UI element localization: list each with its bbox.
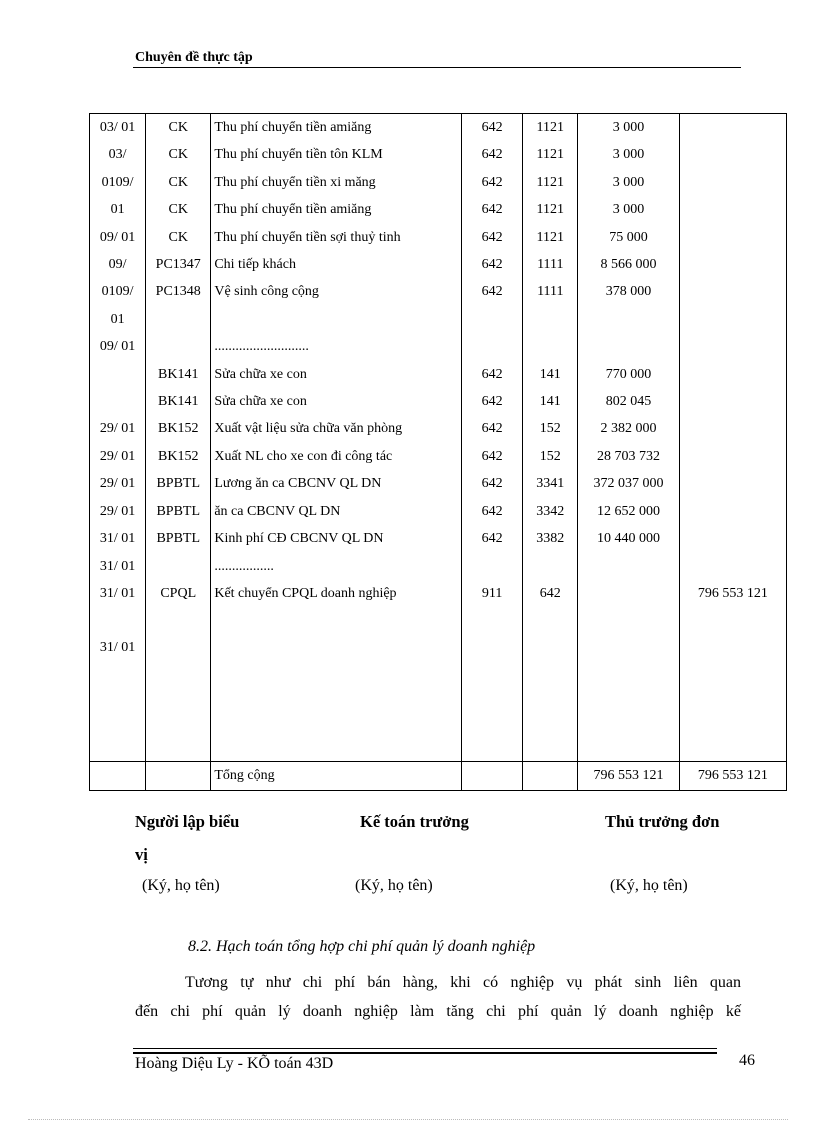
cell-date: 01: [90, 196, 146, 223]
cell-voucher: BPBTL: [146, 470, 211, 497]
cell-voucher: [146, 333, 211, 360]
cell-credit-account: [523, 553, 578, 580]
cell-amount: 372 037 000: [578, 470, 679, 497]
cell-description: Thu phí chuyển tiền sợi thuỷ tinh: [211, 224, 462, 251]
table-row: [90, 306, 787, 333]
cell-date: 09/ 01: [90, 224, 146, 251]
cell-credit-account: 3342: [523, 498, 578, 525]
cell-amount: [578, 306, 679, 333]
cell-date: [90, 388, 146, 415]
cell-voucher: CPQL: [146, 580, 211, 607]
cell-description: Thu phí chuyển tiền amiăng: [211, 196, 462, 223]
table-row: [90, 415, 787, 442]
cell-description: [211, 634, 462, 661]
cell-amount: 3 000: [578, 114, 679, 142]
cell-debit-account: [462, 333, 523, 360]
cell-total: [679, 361, 786, 388]
cell-credit-account: 1121: [523, 141, 578, 168]
cell-credit-account: [523, 607, 578, 634]
cell-total: [679, 443, 786, 470]
cell-total: [679, 553, 786, 580]
page-number: 46: [739, 1052, 755, 1069]
cell-empty: [679, 662, 786, 762]
cell-date: 31/ 01: [90, 525, 146, 552]
paragraph-line-1: Tương tự như chi phí bán hàng, khi có nghiệp vụ phát sinh liên quan: [185, 974, 741, 991]
cell-voucher: CK: [146, 224, 211, 251]
ledger-table: [89, 113, 787, 791]
cell-credit-account: 3382: [523, 525, 578, 552]
cell-total: [679, 415, 786, 442]
cell-credit-account: 642: [523, 580, 578, 607]
cell-amount: [578, 553, 679, 580]
cell-debit-account: 642: [462, 278, 523, 305]
cell-voucher: CK: [146, 114, 211, 142]
cell-total: [679, 498, 786, 525]
page-header-title: Chuyên đề thực tập: [135, 50, 253, 65]
cell-debit-account: [462, 607, 523, 634]
cell-debit-account: 642: [462, 525, 523, 552]
table-row: [90, 388, 787, 415]
cell-total: [679, 251, 786, 278]
cell-total: [679, 169, 786, 196]
cell-credit-account: 1121: [523, 224, 578, 251]
cell-date: 29/ 01: [90, 443, 146, 470]
cell-debit-account: 642: [462, 415, 523, 442]
cell-debit-account: 642: [462, 470, 523, 497]
cell-amount: [578, 333, 679, 360]
cell-date: 0109/: [90, 278, 146, 305]
cell-empty: [146, 662, 211, 762]
cell-amount: 75 000: [578, 224, 679, 251]
cell-total: [679, 114, 786, 142]
cell-amount: 3 000: [578, 196, 679, 223]
section-heading: 8.2. Hạch toán tổng hợp chi phí quản lý doanh nghiệp: [188, 938, 536, 955]
cell-description: ăn ca CBCNV QL DN: [211, 498, 462, 525]
cell-empty: [211, 662, 462, 762]
cell-total: [679, 196, 786, 223]
table-row: [90, 498, 787, 525]
cell-debit-account: 642: [462, 251, 523, 278]
preparer-sign-note: (Ký, họ tên): [142, 877, 220, 894]
head-sign-note: (Ký, họ tên): [610, 877, 688, 894]
cell-empty: [90, 761, 146, 790]
table-row: [90, 580, 787, 607]
table-row: [90, 196, 787, 223]
cell-voucher: BPBTL: [146, 498, 211, 525]
cell-date: [90, 361, 146, 388]
cell-voucher: PC1347: [146, 251, 211, 278]
cell-amount: 12 652 000: [578, 498, 679, 525]
cell-debit-account: 642: [462, 141, 523, 168]
table-row: [90, 333, 787, 360]
cell-debit-account: 642: [462, 361, 523, 388]
cell-total: [679, 306, 786, 333]
cell-description: Chi tiếp khách: [211, 251, 462, 278]
cell-amount: 10 440 000: [578, 525, 679, 552]
cell-description: [211, 306, 462, 333]
cell-date: 03/ 01: [90, 114, 146, 142]
cell-description: Sửa chữa xe con: [211, 388, 462, 415]
paragraph-line-2: đến chi phí quản lý doanh nghiệp làm tăng chi phí quản lý doanh nghiệp kế: [135, 1003, 741, 1020]
table-row: [90, 114, 787, 142]
chief-accountant-title: Kế toán trưởng: [360, 812, 469, 831]
cell-date: 01: [90, 306, 146, 333]
cell-debit-account: [462, 634, 523, 661]
table-row: [90, 470, 787, 497]
table-row: [90, 443, 787, 470]
cell-voucher: [146, 306, 211, 333]
cell-voucher: [146, 634, 211, 661]
cell-empty: [462, 761, 523, 790]
cell-description: Vệ sinh công cộng: [211, 278, 462, 305]
cell-credit-account: 152: [523, 415, 578, 442]
cell-description: ...........................: [211, 333, 462, 360]
cell-voucher: BPBTL: [146, 525, 211, 552]
table-row: [90, 525, 787, 552]
cell-credit-account: [523, 333, 578, 360]
cell-description: Xuất vật liệu sửa chữa văn phòng: [211, 415, 462, 442]
total-amount: 796 553 121: [578, 761, 679, 790]
cell-empty: [523, 761, 578, 790]
table-row: [90, 553, 787, 580]
unit-head-title: Thủ trưởng đơn: [605, 812, 720, 831]
table-row: [90, 361, 787, 388]
table-row: [90, 634, 787, 661]
cell-empty: [462, 662, 523, 762]
cell-debit-account: 642: [462, 196, 523, 223]
cell-date: 31/ 01: [90, 634, 146, 661]
footer-author: Hoàng Diệu Ly - KÕ toán 43D: [135, 1055, 334, 1072]
cell-date: 29/ 01: [90, 498, 146, 525]
cell-credit-account: [523, 306, 578, 333]
cell-description: Thu phí chuyển tiền xi măng: [211, 169, 462, 196]
cell-debit-account: [462, 306, 523, 333]
cell-description: Kinh phí CĐ CBCNV QL DN: [211, 525, 462, 552]
cell-amount: 2 382 000: [578, 415, 679, 442]
header-rule: [133, 67, 741, 68]
cell-total: [679, 141, 786, 168]
cell-empty: [90, 662, 146, 762]
cell-credit-account: 1111: [523, 278, 578, 305]
cell-date: 29/ 01: [90, 470, 146, 497]
cell-amount: [578, 607, 679, 634]
table-spacer-row: [90, 662, 787, 762]
cell-date: [90, 607, 146, 634]
cell-total: [679, 607, 786, 634]
cell-credit-account: 1121: [523, 196, 578, 223]
total-grand: 796 553 121: [679, 761, 786, 790]
cell-credit-account: 152: [523, 443, 578, 470]
table-total-row: [90, 761, 787, 790]
table-row: [90, 141, 787, 168]
preparer-title-continued: vị: [135, 845, 148, 864]
cell-date: 09/: [90, 251, 146, 278]
cell-description: Thu phí chuyển tiền tôn KLM: [211, 141, 462, 168]
table-row: [90, 607, 787, 634]
cell-voucher: BK141: [146, 388, 211, 415]
cell-credit-account: 141: [523, 388, 578, 415]
cell-debit-account: 642: [462, 443, 523, 470]
cell-amount: 378 000: [578, 278, 679, 305]
total-label: Tổng cộng: [211, 761, 462, 790]
cell-description: Xuất NL cho xe con đi công tác: [211, 443, 462, 470]
cell-total: [679, 278, 786, 305]
cell-debit-account: [462, 553, 523, 580]
cell-description: Kết chuyển CPQL doanh nghiệp: [211, 580, 462, 607]
table-row: [90, 224, 787, 251]
cell-total: [679, 634, 786, 661]
cell-voucher: [146, 553, 211, 580]
cell-voucher: CK: [146, 141, 211, 168]
cell-credit-account: [523, 634, 578, 661]
cell-total: [679, 224, 786, 251]
body-paragraph: [135, 968, 741, 1026]
cell-date: 31/ 01: [90, 580, 146, 607]
cell-date: 03/: [90, 141, 146, 168]
cell-debit-account: 642: [462, 114, 523, 142]
cell-amount: 28 703 732: [578, 443, 679, 470]
cell-total: [679, 525, 786, 552]
cell-empty: [146, 761, 211, 790]
cell-amount: 802 045: [578, 388, 679, 415]
cell-date: 29/ 01: [90, 415, 146, 442]
cell-description: Sửa chữa xe con: [211, 361, 462, 388]
cell-total: 796 553 121: [679, 580, 786, 607]
cell-voucher: CK: [146, 169, 211, 196]
footer-rule-thin: [133, 1048, 717, 1049]
cell-debit-account: 642: [462, 169, 523, 196]
cell-debit-account: 642: [462, 498, 523, 525]
cell-credit-account: 3341: [523, 470, 578, 497]
cell-credit-account: 1121: [523, 169, 578, 196]
cell-date: 09/ 01: [90, 333, 146, 360]
cell-amount: [578, 634, 679, 661]
preparer-title: Người lập biểu: [135, 812, 240, 831]
page-bottom-border: [28, 1119, 788, 1120]
cell-empty: [578, 662, 679, 762]
cell-description: .................: [211, 553, 462, 580]
cell-date: 0109/: [90, 169, 146, 196]
table-row: [90, 278, 787, 305]
table-row: [90, 251, 787, 278]
cell-debit-account: 642: [462, 224, 523, 251]
cell-amount: [578, 580, 679, 607]
cell-voucher: PC1348: [146, 278, 211, 305]
footer-rule-thick: [133, 1052, 717, 1054]
cell-total: [679, 333, 786, 360]
accountant-sign-note: (Ký, họ tên): [355, 877, 433, 894]
cell-voucher: BK141: [146, 361, 211, 388]
cell-debit-account: 911: [462, 580, 523, 607]
cell-credit-account: 1121: [523, 114, 578, 142]
cell-voucher: CK: [146, 196, 211, 223]
cell-date: 31/ 01: [90, 553, 146, 580]
table-row: [90, 169, 787, 196]
cell-description: Thu phí chuyển tiền amiăng: [211, 114, 462, 142]
cell-amount: 8 566 000: [578, 251, 679, 278]
cell-amount: 3 000: [578, 169, 679, 196]
cell-voucher: [146, 607, 211, 634]
cell-description: [211, 607, 462, 634]
cell-voucher: BK152: [146, 415, 211, 442]
cell-empty: [523, 662, 578, 762]
cell-amount: 770 000: [578, 361, 679, 388]
cell-amount: 3 000: [578, 141, 679, 168]
cell-description: Lương ăn ca CBCNV QL DN: [211, 470, 462, 497]
cell-total: [679, 470, 786, 497]
cell-credit-account: 141: [523, 361, 578, 388]
cell-credit-account: 1111: [523, 251, 578, 278]
cell-voucher: BK152: [146, 443, 211, 470]
cell-debit-account: 642: [462, 388, 523, 415]
cell-total: [679, 388, 786, 415]
